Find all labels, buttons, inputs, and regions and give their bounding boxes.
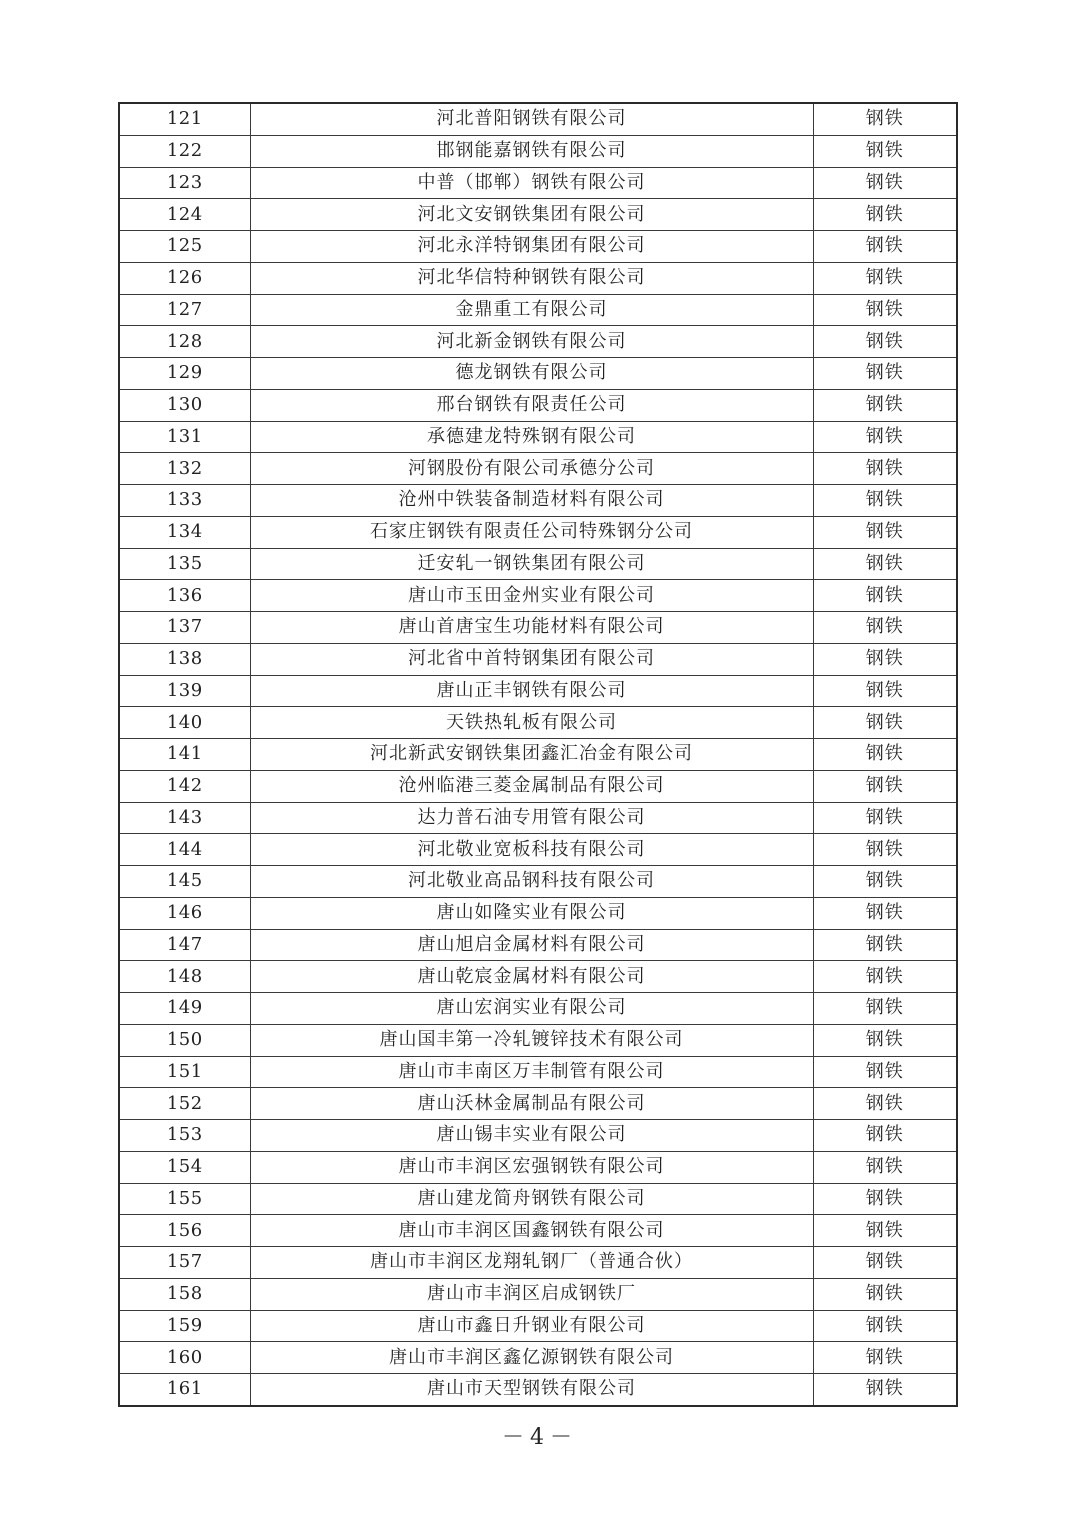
industry-cell: 钢铁 [813, 770, 957, 802]
industry-cell: 钢铁 [813, 389, 957, 421]
company-name-cell: 石家庄钢铁有限责任公司特殊钢分公司 [250, 516, 813, 548]
company-name-cell: 唐山建龙简舟钢铁有限公司 [250, 1183, 813, 1215]
industry-cell: 钢铁 [813, 897, 957, 929]
row-number-cell: 123 [119, 167, 250, 199]
enterprise-table-body [119, 103, 957, 1406]
company-name-cell: 河北永洋特钢集团有限公司 [250, 231, 813, 263]
company-name-cell: 唐山乾宸金属材料有限公司 [250, 961, 813, 993]
industry-cell: 钢铁 [813, 643, 957, 675]
row-number-cell: 152 [119, 1088, 250, 1120]
table-row [119, 1183, 957, 1215]
enterprise-table [118, 102, 958, 1407]
industry-cell: 钢铁 [813, 485, 957, 517]
table-row [119, 294, 957, 326]
industry-cell: 钢铁 [813, 1024, 957, 1056]
company-name-cell: 德龙钢铁有限公司 [250, 358, 813, 390]
company-name-cell: 天铁热轧板有限公司 [250, 707, 813, 739]
table-row [119, 135, 957, 167]
company-name-cell: 唐山市丰润区鑫亿源钢铁有限公司 [250, 1342, 813, 1374]
company-name-cell: 唐山市丰润区宏强钢铁有限公司 [250, 1151, 813, 1183]
table-row [119, 1088, 957, 1120]
industry-cell: 钢铁 [813, 1120, 957, 1152]
table-row [119, 580, 957, 612]
table-row [119, 739, 957, 771]
industry-cell: 钢铁 [813, 294, 957, 326]
company-name-cell: 河北文安钢铁集团有限公司 [250, 199, 813, 231]
table-row [119, 262, 957, 294]
row-number-cell: 137 [119, 612, 250, 644]
table-row [119, 675, 957, 707]
table-row [119, 103, 957, 135]
company-name-cell: 承德建龙特殊钢有限公司 [250, 421, 813, 453]
company-name-cell: 迁安轧一钢铁集团有限公司 [250, 548, 813, 580]
row-number-cell: 138 [119, 643, 250, 675]
table-row [119, 1278, 957, 1310]
industry-cell: 钢铁 [813, 866, 957, 898]
table-row [119, 961, 957, 993]
row-number-cell: 156 [119, 1215, 250, 1247]
row-number-cell: 158 [119, 1278, 250, 1310]
industry-cell: 钢铁 [813, 1088, 957, 1120]
row-number-cell: 148 [119, 961, 250, 993]
row-number-cell: 139 [119, 675, 250, 707]
row-number-cell: 142 [119, 770, 250, 802]
row-number-cell: 155 [119, 1183, 250, 1215]
table-row [119, 643, 957, 675]
industry-cell: 钢铁 [813, 358, 957, 390]
table-row [119, 834, 957, 866]
row-number-cell: 134 [119, 516, 250, 548]
company-name-cell: 唐山市丰润区龙翔轧钢厂（普通合伙） [250, 1247, 813, 1279]
company-name-cell: 河钢股份有限公司承德分公司 [250, 453, 813, 485]
industry-cell: 钢铁 [813, 103, 957, 135]
table-row [119, 1310, 957, 1342]
table-row [119, 199, 957, 231]
table-row [119, 1151, 957, 1183]
company-name-cell: 邯钢能嘉钢铁有限公司 [250, 135, 813, 167]
table-row [119, 548, 957, 580]
company-name-cell: 河北省中首特钢集团有限公司 [250, 643, 813, 675]
row-number-cell: 147 [119, 929, 250, 961]
table-row [119, 612, 957, 644]
table-row [119, 1374, 957, 1406]
industry-cell: 钢铁 [813, 1310, 957, 1342]
industry-cell: 钢铁 [813, 1151, 957, 1183]
company-name-cell: 河北新金钢铁有限公司 [250, 326, 813, 358]
company-name-cell: 唐山市玉田金州实业有限公司 [250, 580, 813, 612]
row-number-cell: 153 [119, 1120, 250, 1152]
row-number-cell: 133 [119, 485, 250, 517]
row-number-cell: 135 [119, 548, 250, 580]
table-row [119, 389, 957, 421]
row-number-cell: 141 [119, 739, 250, 771]
industry-cell: 钢铁 [813, 262, 957, 294]
industry-cell: 钢铁 [813, 580, 957, 612]
table-row [119, 485, 957, 517]
company-name-cell: 唐山宏润实业有限公司 [250, 993, 813, 1025]
company-name-cell: 邢台钢铁有限责任公司 [250, 389, 813, 421]
table-row [119, 993, 957, 1025]
industry-cell: 钢铁 [813, 802, 957, 834]
table-row [119, 802, 957, 834]
table-row [119, 1342, 957, 1374]
industry-cell: 钢铁 [813, 135, 957, 167]
table-row [119, 1215, 957, 1247]
row-number-cell: 154 [119, 1151, 250, 1183]
company-name-cell: 唐山正丰钢铁有限公司 [250, 675, 813, 707]
row-number-cell: 140 [119, 707, 250, 739]
row-number-cell: 129 [119, 358, 250, 390]
industry-cell: 钢铁 [813, 1056, 957, 1088]
industry-cell: 钢铁 [813, 1374, 957, 1406]
company-name-cell: 河北华信特种钢铁有限公司 [250, 262, 813, 294]
industry-cell: 钢铁 [813, 961, 957, 993]
company-name-cell: 唐山市鑫日升钢业有限公司 [250, 1310, 813, 1342]
row-number-cell: 151 [119, 1056, 250, 1088]
company-name-cell: 沧州临港三菱金属制品有限公司 [250, 770, 813, 802]
row-number-cell: 145 [119, 866, 250, 898]
company-name-cell: 河北新武安钢铁集团鑫汇冶金有限公司 [250, 739, 813, 771]
industry-cell: 钢铁 [813, 739, 957, 771]
table-row [119, 897, 957, 929]
industry-cell: 钢铁 [813, 707, 957, 739]
row-number-cell: 144 [119, 834, 250, 866]
company-name-cell: 中普（邯郸）钢铁有限公司 [250, 167, 813, 199]
company-name-cell: 唐山市丰润区国鑫钢铁有限公司 [250, 1215, 813, 1247]
industry-cell: 钢铁 [813, 675, 957, 707]
industry-cell: 钢铁 [813, 993, 957, 1025]
industry-cell: 钢铁 [813, 548, 957, 580]
page-number: －4－ [502, 1425, 578, 1450]
company-name-cell: 河北敬业宽板科技有限公司 [250, 834, 813, 866]
company-name-cell: 唐山首唐宝生功能材料有限公司 [250, 612, 813, 644]
table-row [119, 326, 957, 358]
row-number-cell: 128 [119, 326, 250, 358]
row-number-cell: 125 [119, 231, 250, 263]
table-row [119, 707, 957, 739]
table-row [119, 1056, 957, 1088]
row-number-cell: 150 [119, 1024, 250, 1056]
industry-cell: 钢铁 [813, 834, 957, 866]
industry-cell: 钢铁 [813, 1278, 957, 1310]
table-row [119, 1024, 957, 1056]
company-name-cell: 唐山市丰南区万丰制管有限公司 [250, 1056, 813, 1088]
industry-cell: 钢铁 [813, 1247, 957, 1279]
industry-cell: 钢铁 [813, 929, 957, 961]
row-number-cell: 160 [119, 1342, 250, 1374]
table-row [119, 770, 957, 802]
company-name-cell: 唐山市天型钢铁有限公司 [250, 1374, 813, 1406]
company-name-cell: 唐山旭启金属材料有限公司 [250, 929, 813, 961]
company-name-cell: 唐山如隆实业有限公司 [250, 897, 813, 929]
company-name-cell: 唐山沃林金属制品有限公司 [250, 1088, 813, 1120]
industry-cell: 钢铁 [813, 453, 957, 485]
company-name-cell: 河北普阳钢铁有限公司 [250, 103, 813, 135]
table-row [119, 516, 957, 548]
industry-cell: 钢铁 [813, 231, 957, 263]
industry-cell: 钢铁 [813, 421, 957, 453]
row-number-cell: 157 [119, 1247, 250, 1279]
row-number-cell: 121 [119, 103, 250, 135]
table-row [119, 1247, 957, 1279]
table-row [119, 1120, 957, 1152]
company-name-cell: 唐山锡丰实业有限公司 [250, 1120, 813, 1152]
table-row [119, 358, 957, 390]
row-number-cell: 149 [119, 993, 250, 1025]
row-number-cell: 131 [119, 421, 250, 453]
industry-cell: 钢铁 [813, 1342, 957, 1374]
row-number-cell: 136 [119, 580, 250, 612]
industry-cell: 钢铁 [813, 326, 957, 358]
company-name-cell: 金鼎重工有限公司 [250, 294, 813, 326]
row-number-cell: 161 [119, 1374, 250, 1406]
row-number-cell: 130 [119, 389, 250, 421]
row-number-cell: 126 [119, 262, 250, 294]
row-number-cell: 122 [119, 135, 250, 167]
row-number-cell: 143 [119, 802, 250, 834]
table-row [119, 929, 957, 961]
table-row [119, 167, 957, 199]
industry-cell: 钢铁 [813, 167, 957, 199]
company-name-cell: 唐山市丰润区启成钢铁厂 [250, 1278, 813, 1310]
row-number-cell: 127 [119, 294, 250, 326]
table-row [119, 453, 957, 485]
table-row [119, 421, 957, 453]
industry-cell: 钢铁 [813, 199, 957, 231]
industry-cell: 钢铁 [813, 612, 957, 644]
company-name-cell: 达力普石油专用管有限公司 [250, 802, 813, 834]
table-row [119, 866, 957, 898]
row-number-cell: 132 [119, 453, 250, 485]
company-name-cell: 河北敬业高品钢科技有限公司 [250, 866, 813, 898]
industry-cell: 钢铁 [813, 516, 957, 548]
company-name-cell: 唐山国丰第一冷轧镀锌技术有限公司 [250, 1024, 813, 1056]
row-number-cell: 146 [119, 897, 250, 929]
industry-cell: 钢铁 [813, 1183, 957, 1215]
industry-cell: 钢铁 [813, 1215, 957, 1247]
row-number-cell: 159 [119, 1310, 250, 1342]
company-name-cell: 沧州中铁装备制造材料有限公司 [250, 485, 813, 517]
row-number-cell: 124 [119, 199, 250, 231]
table-row [119, 231, 957, 263]
